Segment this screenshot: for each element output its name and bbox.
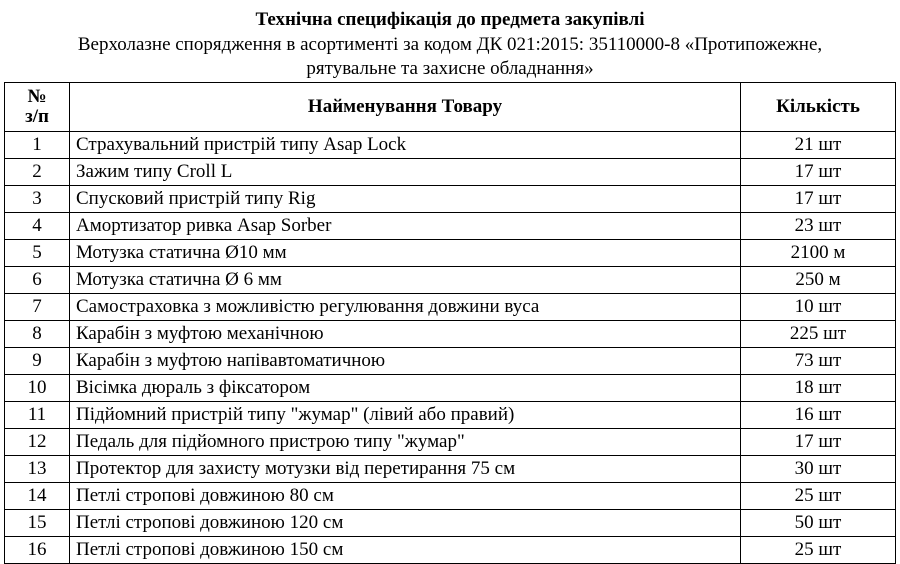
table-body [5, 132, 896, 564]
row-name: Спусковий пристрій типу Rig [70, 186, 741, 213]
table-row [5, 240, 896, 267]
table-row [5, 132, 896, 159]
row-num: 7 [5, 294, 70, 321]
row-num: 3 [5, 186, 70, 213]
row-name: Петлі стропові довжиною 150 см [70, 537, 741, 564]
row-qty: 17 шт [741, 159, 896, 186]
document-title: Технічна специфікація до предмета закупівлі [255, 9, 645, 30]
table-row [5, 321, 896, 348]
table-header-row [5, 83, 896, 132]
row-qty: 23 шт [741, 213, 896, 240]
subtitle-line-2: рятувальне та захисне обладнання» [306, 58, 594, 79]
header-qty: Кількість [741, 83, 896, 132]
row-name: Петлі стропові довжиною 80 см [70, 483, 741, 510]
row-num: 10 [5, 375, 70, 402]
row-qty: 17 шт [741, 429, 896, 456]
row-name: Протектор для захисту мотузки від перетирання 75 см [70, 456, 741, 483]
row-qty: 25 шт [741, 537, 896, 564]
table-row [5, 402, 896, 429]
row-name: Страхувальний пристрій типу Asap Lock [70, 132, 741, 159]
row-num: 2 [5, 159, 70, 186]
row-num: 5 [5, 240, 70, 267]
row-name: Петлі стропові довжиною 120 см [70, 510, 741, 537]
table-row [5, 375, 896, 402]
row-num: 8 [5, 321, 70, 348]
table-row [5, 348, 896, 375]
row-num: 15 [5, 510, 70, 537]
header-num: № з/п [5, 83, 70, 132]
table-row [5, 483, 896, 510]
row-name: Мотузка статична Ø 6 мм [70, 267, 741, 294]
table-row [5, 456, 896, 483]
row-qty: 73 шт [741, 348, 896, 375]
row-num: 9 [5, 348, 70, 375]
row-name: Карабін з муфтою напівавтоматичною [70, 348, 741, 375]
row-qty: 30 шт [741, 456, 896, 483]
row-name: Карабін з муфтою механічною [70, 321, 741, 348]
row-qty: 18 шт [741, 375, 896, 402]
table-row [5, 267, 896, 294]
document-subtitle [0, 33, 900, 81]
row-num: 14 [5, 483, 70, 510]
row-qty: 225 шт [741, 321, 896, 348]
row-num: 4 [5, 213, 70, 240]
row-qty: 50 шт [741, 510, 896, 537]
table-row [5, 537, 896, 564]
row-name: Педаль для підйомного пристрою типу "жумар" [70, 429, 741, 456]
table-row [5, 159, 896, 186]
subtitle-line-1: Верхолазне спорядження в асортименті за кодом ДК 021:2015: 35110000-8 «Протипожежне, [77, 34, 823, 55]
row-qty: 25 шт [741, 483, 896, 510]
row-qty: 16 шт [741, 402, 896, 429]
row-num: 16 [5, 537, 70, 564]
row-name: Самостраховка з можливістю регулювання довжини вуса [70, 294, 741, 321]
table-row [5, 186, 896, 213]
row-qty: 10 шт [741, 294, 896, 321]
table-row [5, 213, 896, 240]
row-qty: 21 шт [741, 132, 896, 159]
row-qty: 17 шт [741, 186, 896, 213]
table-row [5, 429, 896, 456]
row-name: Підйомний пристрій типу "жумар" (лівий або правий) [70, 402, 741, 429]
row-name: Вісімка дюраль з фіксатором [70, 375, 741, 402]
row-name: Мотузка статична Ø10 мм [70, 240, 741, 267]
row-qty: 250 м [741, 267, 896, 294]
header-name: Найменування Товару [70, 83, 741, 132]
row-num: 12 [5, 429, 70, 456]
specification-table [4, 82, 896, 564]
row-num: 1 [5, 132, 70, 159]
row-num: 13 [5, 456, 70, 483]
row-qty: 2100 м [741, 240, 896, 267]
row-name: Зажим типу Croll L [70, 159, 741, 186]
table-row [5, 294, 896, 321]
row-name: Амортизатор ривка Asap Sorber [70, 213, 741, 240]
table-row [5, 510, 896, 537]
row-num: 6 [5, 267, 70, 294]
row-num: 11 [5, 402, 70, 429]
